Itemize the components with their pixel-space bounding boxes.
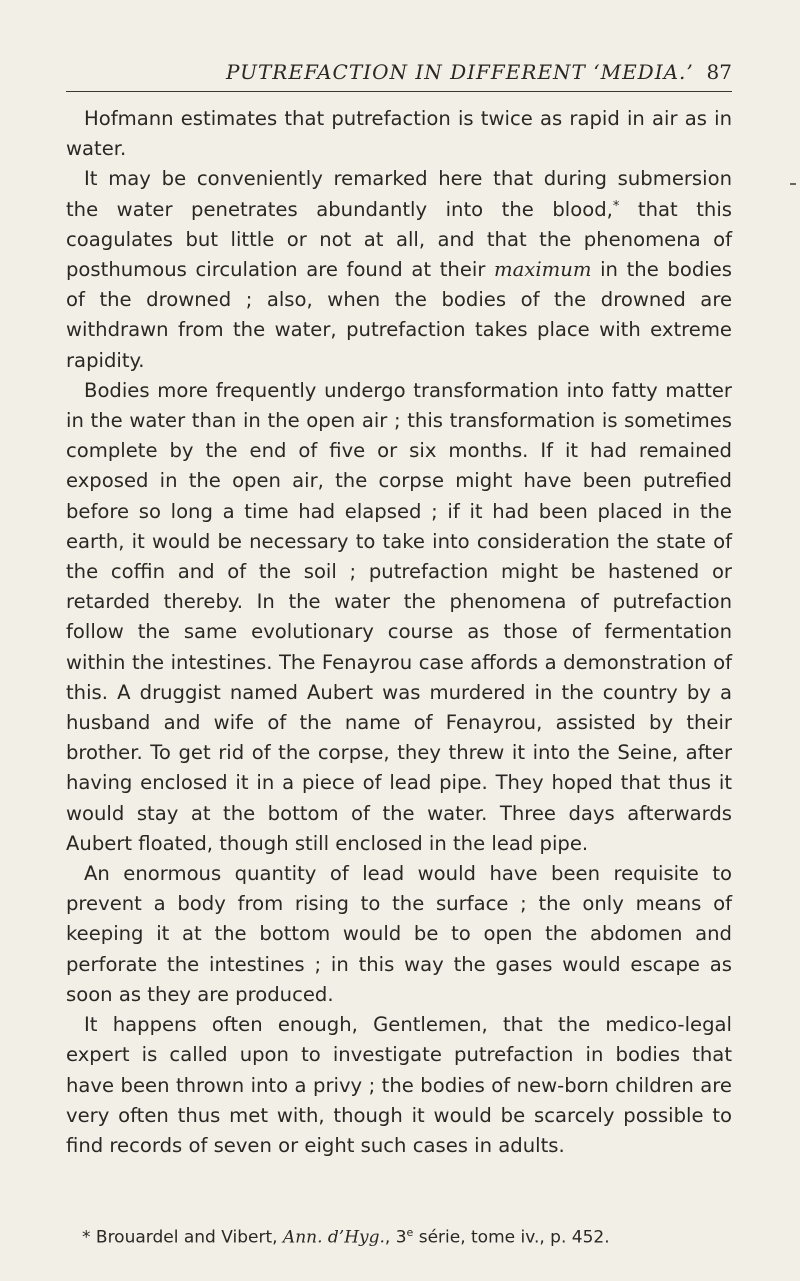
running-title: PUTREFACTION IN DIFFERENT ‘MEDIA.’ bbox=[226, 60, 694, 84]
paragraph-1: Hofmann estimates that putrefaction is twice as rapid in air as in water. bbox=[66, 107, 732, 161]
page-header bbox=[66, 60, 732, 94]
footnote: * Brouardel and Vibert, Ann. d’Hyg., 3e série, tome iv., p. 452. bbox=[82, 1226, 610, 1248]
body-text bbox=[66, 104, 732, 1161]
header-rule bbox=[66, 91, 732, 92]
footnote-marker: * bbox=[82, 1227, 91, 1248]
paragraph-5: It happens often enough, Gentlemen, that the medico-legal expert is called upon to investigate putrefaction in bodies that have been thrown into a privy ; the bodies of new-born children are very often thus met with, though it would be scarcely possible to find records of seven or eight such cases in adults. bbox=[66, 1013, 732, 1157]
paragraph-2: It may be conveniently remarked here that during submersion the water penetrates abundantly into the blood,* that this coagulates but little or not at all, and that the phenomena of posthumous circulation are found at their maximum in the bodies of the drowned ; also, when the bodies of the drowned are withdrawn from the water, putrefaction takes place with extreme rapidity. bbox=[66, 167, 732, 372]
page-number: 87 bbox=[706, 60, 732, 84]
footnote-journal: Ann. d’Hyg. bbox=[282, 1227, 385, 1248]
paragraph-4: An enormous quantity of lead would have been requisite to prevent a body from rising to the surface ; the only means of keeping it at the bottom would be to open the abdomen and perforate the intestines ; in this way the gases would escape as soon as they are produced. bbox=[66, 862, 732, 1006]
paragraph-3: Bodies more frequently undergo transformation into fatty matter in the water than in the open air ; this transformation is sometimes complete by the end of five or six months. If it had remained exposed in the open air, the corpse might have been putrefied before so long a time had elapsed ; if it had been placed in the earth, it would be necessary to take into consideration the state of the coffin and of the soil ; putrefaction might be hastened or retarded thereby. In the water the phenomena of putrefaction follow the same evolutionary course as those of fermentation within the intestines. The Fenayrou case affords a demonstration of this. A druggist named Aubert was murdered in the country by a husband and wife of the name of Fenayrou, assisted by their brother. To get rid of the corpse, they threw it into the Seine, after having enclosed it in a piece of lead pipe. They hoped that thus it would stay at the bottom of the water. Three days afterwards Aubert floated, though still enclosed in the lead pipe. bbox=[66, 378, 732, 855]
italic-term: maximum bbox=[494, 258, 592, 282]
footnote-reference: * bbox=[612, 198, 620, 214]
margin-mark bbox=[790, 183, 796, 185]
